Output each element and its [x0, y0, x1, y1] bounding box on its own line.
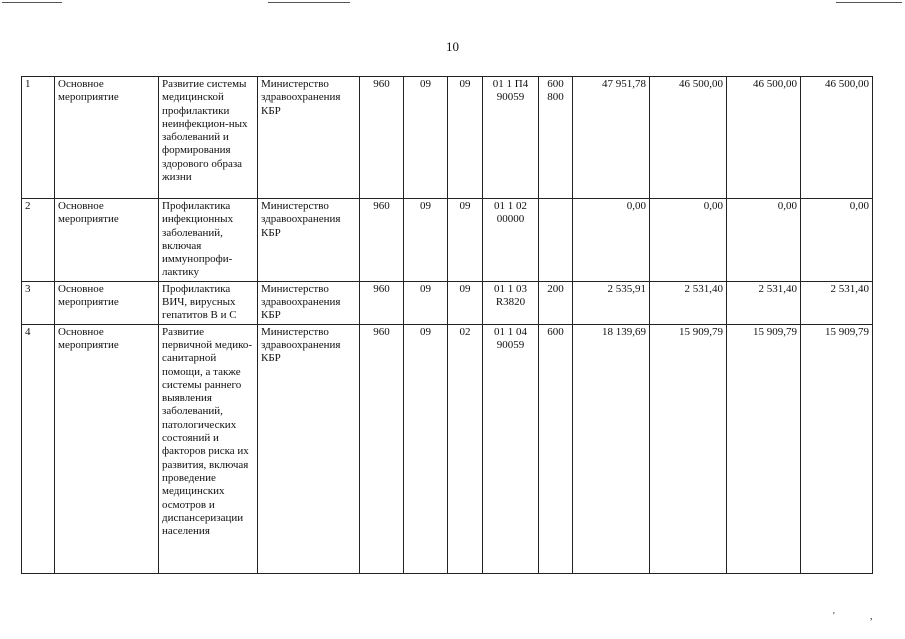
cell-grbs-code: 960 [360, 77, 404, 199]
scan-edge-mark-center [268, 2, 350, 3]
cell-grbs-code: 960 [360, 324, 404, 573]
cell-target-article: 01 1 04 90059 [483, 324, 539, 573]
cell-grbs-code: 960 [360, 199, 404, 282]
cell-amount-3: 15 909,79 [727, 324, 801, 573]
cell-expense-type: 600 [539, 324, 573, 573]
table-row [22, 199, 873, 282]
cell-amount-2: 15 909,79 [650, 324, 727, 573]
table-row [22, 324, 873, 573]
cell-status: Основное мероприятие [55, 324, 159, 573]
cell-executor: Министерство здравоохранения КБР [258, 199, 360, 282]
cell-executor: Министерство здравоохранения КБР [258, 281, 360, 324]
cell-target-article: 01 1 03 R3820 [483, 281, 539, 324]
cell-amount-2: 0,00 [650, 199, 727, 282]
table-row [22, 281, 873, 324]
cell-target-article: 01 1 02 00000 [483, 199, 539, 282]
cell-executor: Министерство здравоохранения КБР [258, 77, 360, 199]
cell-amount-3: 0,00 [727, 199, 801, 282]
cell-amount-3: 2 531,40 [727, 281, 801, 324]
cell-amount-4: 2 531,40 [801, 281, 873, 324]
table-row [22, 77, 873, 199]
cell-expense-type: 600 800 [539, 77, 573, 199]
cell-expense-type [539, 199, 573, 282]
cell-expense-type: 200 [539, 281, 573, 324]
cell-subsection-code: 09 [448, 199, 483, 282]
cell-subsection-code: 02 [448, 324, 483, 573]
cell-section-code: 09 [404, 281, 448, 324]
cell-amount-2: 46 500,00 [650, 77, 727, 199]
cell-measure-name: Развитие первичной медико-санитарной помощи, а также системы раннего выявления заболеваний, патологических состояний и факторов риска их развития, включая проведение медицинских осмотров и диспансеризации населения [159, 324, 258, 573]
cell-amount-4: 0,00 [801, 199, 873, 282]
cell-amount-3: 46 500,00 [727, 77, 801, 199]
cell-section-code: 09 [404, 324, 448, 573]
cell-amount-1: 47 951,78 [573, 77, 650, 199]
cell-row-number: 2 [22, 199, 55, 282]
cell-measure-name: Развитие системы медицинской профилактики неинфекцион-ных заболеваний и формирования здорового образа жизни [159, 77, 258, 199]
cell-section-code: 09 [404, 77, 448, 199]
cell-section-code: 09 [404, 199, 448, 282]
cell-measure-name: Профилактика инфекционных заболеваний, включая иммунопрофи-лактику [159, 199, 258, 282]
scan-tick-mark: ' [833, 611, 835, 622]
program-measures-table [21, 76, 873, 574]
cell-subsection-code: 09 [448, 281, 483, 324]
cell-amount-4: 15 909,79 [801, 324, 873, 573]
cell-row-number: 3 [22, 281, 55, 324]
scan-edge-mark-right [836, 2, 902, 3]
cell-amount-2: 2 531,40 [650, 281, 727, 324]
cell-grbs-code: 960 [360, 281, 404, 324]
cell-amount-1: 0,00 [573, 199, 650, 282]
cell-measure-name: Профилактика ВИЧ, вирусных гепатитов В и С [159, 281, 258, 324]
cell-row-number: 4 [22, 324, 55, 573]
cell-status: Основное мероприятие [55, 77, 159, 199]
cell-target-article: 01 1 П4 90059 [483, 77, 539, 199]
scan-edge-mark-left [2, 2, 62, 3]
cell-subsection-code: 09 [448, 77, 483, 199]
scan-tick-mark: , [870, 611, 873, 622]
cell-amount-1: 2 535,91 [573, 281, 650, 324]
cell-row-number: 1 [22, 77, 55, 199]
cell-status: Основное мероприятие [55, 281, 159, 324]
cell-amount-4: 46 500,00 [801, 77, 873, 199]
page-number: 10 [446, 39, 459, 54]
cell-amount-1: 18 139,69 [573, 324, 650, 573]
cell-status: Основное мероприятие [55, 199, 159, 282]
cell-executor: Министерство здравоохранения КБР [258, 324, 360, 573]
